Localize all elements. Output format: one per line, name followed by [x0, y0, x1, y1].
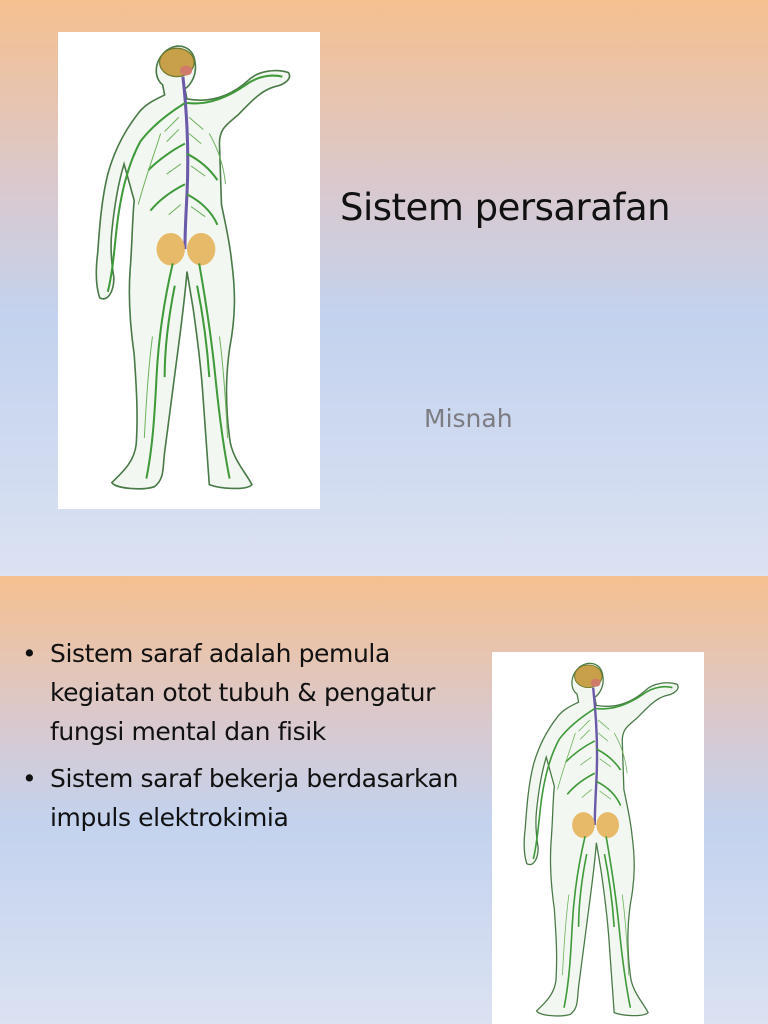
bullet-list — [22, 634, 482, 845]
bullet-dot-icon: • — [22, 764, 37, 793]
bullet-item — [22, 759, 482, 837]
bullet-item — [22, 634, 482, 751]
bullet-dot-icon: • — [22, 639, 37, 668]
bullet-text: Sistem saraf bekerja berdasarkan impuls elektrokimia — [50, 764, 459, 832]
content-slide — [0, 576, 768, 1024]
slide-title: Sistem persarafan — [340, 186, 671, 229]
bullet-text: Sistem saraf adalah pemula kegiatan otot tubuh & pengatur fungsi mental dan fisik — [50, 639, 435, 746]
slide-subtitle: Misnah — [424, 404, 513, 433]
nervous-system-image — [58, 32, 320, 509]
nervous-system-illustration — [58, 32, 320, 509]
nervous-system-illustration — [492, 652, 704, 1024]
nervous-system-image — [492, 652, 704, 1024]
